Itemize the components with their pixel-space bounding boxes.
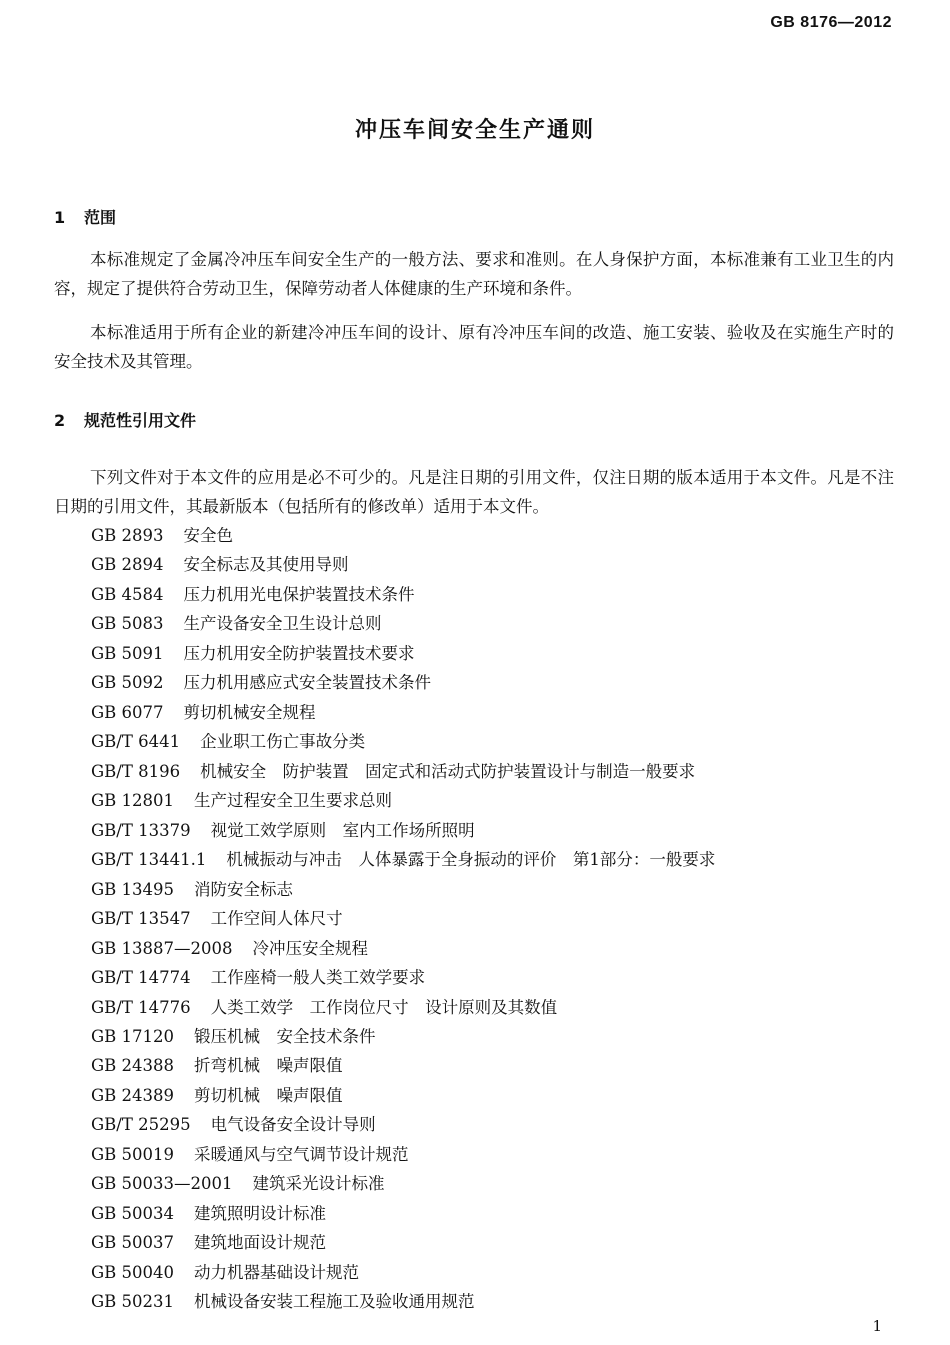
reference-list — [91, 521, 715, 1317]
section-number: 2 — [54, 411, 66, 430]
reference-code: GB/T 6441 — [91, 732, 181, 752]
reference-item — [91, 580, 715, 609]
reference-item — [91, 1081, 715, 1110]
reference-code: GB/T 13441.1 — [91, 850, 207, 870]
section-1-heading — [54, 205, 116, 228]
reference-item — [91, 1051, 715, 1080]
reference-code: GB 24388 — [91, 1056, 175, 1076]
reference-title: 工作空间人体尺寸 — [210, 909, 343, 929]
reference-title: 电气设备安全设计导则 — [210, 1115, 376, 1135]
reference-item — [91, 1228, 715, 1257]
reference-title: 折弯机械 噪声限值 — [194, 1056, 343, 1076]
reference-code: GB 24389 — [91, 1085, 175, 1105]
reference-code: GB/T 14774 — [91, 968, 191, 988]
reference-code: GB 50034 — [91, 1203, 175, 1223]
reference-title: 消防安全标志 — [194, 879, 294, 899]
reference-title: 机械安全 防护装置 固定式和活动式防护装置设计与制造一般要求 — [200, 761, 696, 781]
reference-item — [91, 1287, 715, 1316]
reference-title: 机械振动与冲击 人体暴露于全身振动的评价 第1部分：一般要求 — [226, 850, 716, 870]
reference-title: 剪切机械安全规程 — [183, 702, 316, 722]
reference-item — [91, 1169, 715, 1198]
reference-code: GB 5092 — [91, 673, 164, 693]
reference-title: 冷冲压安全规程 — [252, 938, 369, 958]
reference-title: 生产设备安全卫生设计总则 — [183, 614, 382, 634]
reference-code: GB 12801 — [91, 791, 175, 811]
section-1-paragraph-1: 本标准规定了金属冷冲压车间安全生产的一般方法、要求和准则。在人身保护方面，本标准兼有工业卫生的内容，规定了提供符合劳动卫生，保障劳动者人体健康的生产环境和条件。 — [54, 250, 894, 298]
reference-item — [91, 816, 715, 845]
reference-title: 生产过程安全卫生要求总则 — [194, 791, 393, 811]
reference-item — [91, 1140, 715, 1169]
reference-item — [91, 727, 715, 756]
reference-item — [91, 609, 715, 638]
reference-title: 视觉工效学原则 室内工作场所照明 — [210, 820, 475, 840]
reference-title: 压力机用安全防护装置技术要求 — [183, 643, 415, 663]
reference-item — [91, 757, 715, 786]
reference-item — [91, 1022, 715, 1051]
reference-item — [91, 521, 715, 550]
reference-item — [91, 963, 715, 992]
reference-item — [91, 934, 715, 963]
reference-code: GB 50037 — [91, 1233, 175, 1253]
reference-title: 人类工效学 工作岗位尺寸 设计原则及其数值 — [210, 997, 558, 1017]
page-title: 冲压车间安全生产通则 — [354, 118, 595, 143]
reference-item — [91, 904, 715, 933]
reference-title: 锻压机械 安全技术条件 — [194, 1026, 376, 1046]
reference-item — [91, 1258, 715, 1287]
reference-code: GB 50040 — [91, 1262, 175, 1282]
reference-title: 安全标志及其使用导则 — [183, 555, 349, 575]
reference-code: GB/T 25295 — [91, 1115, 191, 1135]
section-1-paragraph-2: 本标准适用于所有企业的新建冷冲压车间的设计、原有冷冲压车间的改造、施工安装、验收及在实施生产时的安全技术及其管理。 — [54, 323, 894, 371]
reference-title: 建筑地面设计规范 — [194, 1233, 327, 1253]
page-number: 1 — [872, 1317, 882, 1335]
reference-code: GB 50019 — [91, 1144, 175, 1164]
reference-title: 建筑照明设计标准 — [194, 1203, 327, 1223]
reference-code: GB 6077 — [91, 702, 164, 722]
reference-code: GB 2893 — [91, 526, 164, 545]
section-2-paragraph-1: 下列文件对于本文件的应用是必不可少的。凡是注日期的引用文件，仅注日期的版本适用于本文件。凡是不注日期的引用文件，其最新版本（包括所有的修改单）适用于本文件。 — [54, 468, 894, 516]
reference-item — [91, 993, 715, 1022]
reference-title: 动力机器基础设计规范 — [194, 1262, 360, 1282]
reference-title: 企业职工伤亡事故分类 — [200, 732, 366, 752]
reference-title: 采暖通风与空气调节设计规范 — [194, 1144, 409, 1164]
reference-code: GB/T 14776 — [91, 997, 191, 1017]
reference-code: GB 5091 — [91, 643, 164, 663]
reference-item — [91, 1199, 715, 1228]
reference-code: GB/T 8196 — [91, 761, 181, 781]
section-2-heading — [54, 408, 196, 431]
section-title: 范围 — [84, 208, 117, 227]
reference-code: GB 50033—2001 — [91, 1174, 233, 1194]
reference-title: 建筑采光设计标准 — [252, 1174, 385, 1194]
reference-code: GB 50231 — [91, 1292, 175, 1312]
reference-title: 剪切机械 噪声限值 — [194, 1085, 343, 1105]
reference-item — [91, 786, 715, 815]
reference-item — [91, 639, 715, 668]
reference-code: GB 13495 — [91, 879, 175, 899]
reference-item — [91, 550, 715, 579]
reference-code: GB 4584 — [91, 584, 164, 604]
reference-title: 安全色 — [183, 526, 234, 545]
reference-item — [91, 668, 715, 697]
reference-item — [91, 1110, 715, 1139]
reference-item — [91, 698, 715, 727]
reference-code: GB/T 13379 — [91, 820, 191, 840]
standard-code: GB 8176—2012 — [770, 14, 892, 31]
reference-code: GB 5083 — [91, 614, 164, 634]
section-title: 规范性引用文件 — [84, 411, 197, 430]
reference-code: GB 17120 — [91, 1026, 175, 1046]
reference-item — [91, 875, 715, 904]
reference-code: GB 2894 — [91, 555, 164, 575]
reference-item — [91, 845, 715, 874]
reference-title: 工作座椅一般人类工效学要求 — [210, 968, 426, 988]
reference-code: GB 13887—2008 — [91, 938, 233, 958]
section-number: 1 — [54, 208, 66, 227]
reference-title: 压力机用感应式安全装置技术条件 — [183, 673, 432, 693]
reference-title: 压力机用光电保护装置技术条件 — [183, 584, 415, 604]
reference-title: 机械设备安装工程施工及验收通用规范 — [194, 1292, 475, 1312]
reference-code: GB/T 13547 — [91, 909, 191, 929]
